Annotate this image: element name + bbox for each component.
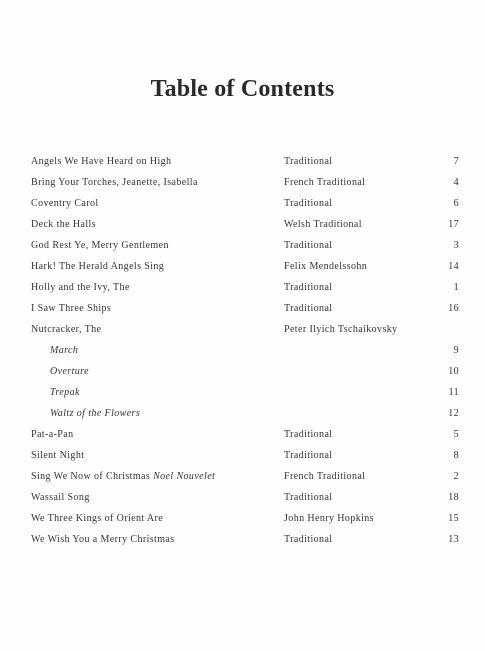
- song-title: God Rest Ye, Merry Gentlemen: [31, 240, 169, 251]
- page-number: 18: [448, 492, 459, 503]
- song-title: Hark! The Herald Angels Sing: [31, 261, 165, 272]
- toc-entry: [0, 299, 485, 320]
- page-number: 14: [448, 261, 459, 272]
- page-number: 8: [453, 450, 459, 461]
- composer: Traditional: [284, 282, 333, 293]
- movement-title: Trepak: [50, 387, 80, 398]
- page-number: 15: [448, 513, 459, 524]
- composer: Felix Mendelssohn: [284, 261, 368, 272]
- movement-title: March: [50, 345, 79, 356]
- table-of-contents: [0, 152, 485, 551]
- composer: Traditional: [284, 156, 333, 167]
- movement-title: Waltz of the Flowers: [50, 408, 141, 419]
- toc-entry: [0, 467, 485, 488]
- composer: Traditional: [284, 450, 333, 461]
- toc-entry: [0, 509, 485, 530]
- song-title: Sing We Now of Christmas: [31, 471, 151, 482]
- composer: Traditional: [284, 303, 333, 314]
- composer: Traditional: [284, 429, 333, 440]
- page-number: 1: [453, 282, 459, 293]
- toc-subentry: [0, 362, 485, 383]
- toc-entry: [0, 215, 485, 236]
- toc-entry: [0, 236, 485, 257]
- page-number: 17: [448, 219, 459, 230]
- toc-entry: [0, 446, 485, 467]
- composer: Welsh Traditional: [284, 219, 362, 230]
- composer: Traditional: [284, 492, 333, 503]
- song-title: Silent Night: [31, 450, 85, 461]
- song-title: I Saw Three Ships: [31, 303, 112, 314]
- page-number: 6: [453, 198, 459, 209]
- song-title-wrapper: [31, 471, 215, 482]
- composer: Traditional: [284, 240, 333, 251]
- page-number: 13: [448, 534, 459, 545]
- composer: Peter Ilyich Tschaikovsky: [284, 324, 398, 335]
- toc-entry: [0, 278, 485, 299]
- song-title: Holly and the Ivy, The: [31, 282, 130, 293]
- composer: Traditional: [284, 198, 333, 209]
- page-number: 5: [453, 429, 459, 440]
- song-title: Angels We Have Heard on High: [31, 156, 172, 167]
- song-title: Wassail Song: [31, 492, 90, 503]
- composer: French Traditional: [284, 471, 366, 482]
- song-title: Nutcracker, The: [31, 324, 102, 335]
- song-title: We Wish You a Merry Christmas: [31, 534, 175, 545]
- composer: John Henry Hopkins: [284, 513, 374, 524]
- song-title: Pat-a-Pan: [31, 429, 74, 440]
- page-number: 11: [448, 387, 459, 398]
- page-number: 16: [448, 303, 459, 314]
- page-number: 9: [453, 345, 459, 356]
- song-title: We Three Kings of Orient Are: [31, 513, 164, 524]
- song-title: Deck the Halls: [31, 219, 97, 230]
- toc-entry: [0, 257, 485, 278]
- toc-subentry: [0, 341, 485, 362]
- page-number: 4: [453, 177, 459, 188]
- song-title: Bring Your Torches, Jeanette, Isabella: [31, 177, 198, 188]
- toc-entry: [0, 194, 485, 215]
- movement-title: Overture: [50, 366, 89, 377]
- toc-entry: [0, 488, 485, 509]
- page-title: Table of Contents: [150, 76, 335, 102]
- song-title: Coventry Carol: [31, 198, 99, 209]
- page-number: 12: [448, 408, 459, 419]
- toc-entry: [0, 425, 485, 446]
- composer: Traditional: [284, 534, 333, 545]
- toc-entry: [0, 173, 485, 194]
- page-number: 7: [453, 156, 459, 167]
- toc-entry: [0, 530, 485, 551]
- song-title-italic: Noel Nouvelet: [153, 471, 216, 482]
- composer: French Traditional: [284, 177, 366, 188]
- page-number: 10: [448, 366, 459, 377]
- toc-subentry: [0, 404, 485, 425]
- toc-subentry: [0, 383, 485, 404]
- page-number: 3: [453, 240, 459, 251]
- toc-entry: [0, 152, 485, 173]
- toc-entry: [0, 320, 485, 341]
- page-number: 2: [453, 471, 459, 482]
